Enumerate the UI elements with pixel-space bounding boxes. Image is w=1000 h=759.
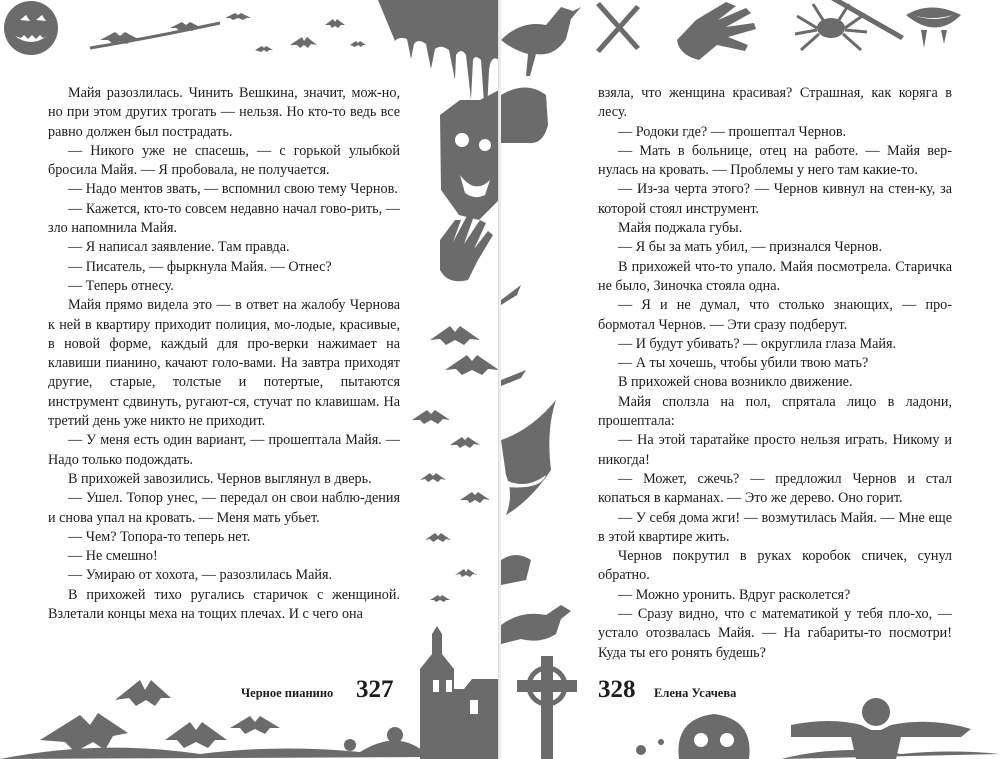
- bat-icon: [100, 13, 366, 52]
- paragraph: — Писатель, — фыркнула Майя. — Отнес?: [68, 258, 332, 275]
- left-page-text: [48, 84, 400, 624]
- paragraph: Майя сползла на пол, спрятала лицо в ладони, прошептала:: [598, 393, 952, 430]
- bat-icon: [412, 326, 499, 602]
- paragraph: В прихожей что-то упало. Майя посмотрела. Старичка не было, Зиночка стояла одна.: [598, 258, 952, 294]
- paragraph: Майя разозлилась. Чинить Вешкина, значит, мож-но, но при этом других трогать — нельзя. Но кто-то ведь все равно должен был пострадать.: [48, 85, 400, 140]
- lips-icon: [906, 8, 961, 49]
- paragraph: — Сразу видно, что с математикой у тебя пло-хо, — устало отозвалась Майя. — На габариты-то посмотри! Куда ты его ронять будешь?: [598, 606, 952, 661]
- paragraph: В прихожей тихо ругались старичок с женщиной. Взлетали концы меха на тощих плечах. И с чего она: [48, 586, 400, 623]
- paragraph: — У себя дома жги! — возмутилась Майя. — Мне еще в этой квартире жить.: [598, 509, 952, 545]
- paragraph: — Умираю от хохота, — разозлилась Майя.: [68, 567, 333, 584]
- skull-icon: [678, 714, 749, 759]
- crow-icon: [501, 7, 581, 76]
- paragraph: — У меня есть один вариант, — прошептала Майя. — Надо только подождать.: [48, 432, 400, 468]
- crow-icon: [501, 605, 571, 644]
- paragraph: — Из-за черта этого? — Чернов кивнул на стен-ку, за которой стоял инструмент.: [598, 181, 952, 217]
- paragraph: — Я и не думал, что столько знающих, — про-бормотал Чернов. — Эти сразу подберут.: [598, 297, 952, 333]
- paragraph-continuation: взяла, что женщина красивая? Страшная, как коряга в лесу.: [598, 85, 952, 121]
- right-page-text: [598, 84, 952, 663]
- hand-icon: [440, 214, 493, 281]
- paragraph: В прихожей снова возникло движение.: [618, 374, 853, 391]
- paragraph: Майя поджала губы.: [618, 220, 743, 237]
- paragraph: — И будут убивать? — округлила глаза Майя.: [618, 335, 897, 352]
- cat-head-icon: [440, 90, 499, 220]
- paragraph: Чернов покрутил в руках коробок спичек, сунул обратно.: [598, 548, 952, 584]
- bat-icon: [501, 285, 526, 386]
- paragraph: — Может, сжечь? — предложил Чернов и стал копаться в карманах. — Это же дерево. Оно горит.: [598, 470, 952, 507]
- page-number: 328: [598, 676, 636, 703]
- page-number: 327: [356, 676, 394, 703]
- pumpkin-icon: [4, 1, 58, 55]
- paragraph: — Можно уронить. Вдруг расколется?: [618, 586, 851, 603]
- paragraph: — Я написал заявление. Там правда.: [68, 239, 290, 256]
- paragraph: — Не смешно!: [68, 548, 158, 565]
- paragraph: — Чем? Топора-то теперь нет.: [68, 528, 251, 545]
- right-page: [501, 0, 1000, 759]
- paragraph: — Родоки где? — прошептал Чернов.: [618, 123, 847, 140]
- hand-icon: [677, 2, 756, 60]
- paragraph: — Я бы за мать убил, — признался Чернов.: [618, 239, 883, 256]
- paragraph: — Теперь отнесу.: [68, 277, 174, 294]
- paragraph: В прихожей завозились. Чернов выглянул в дверь.: [68, 470, 372, 487]
- church-icon: [420, 626, 499, 759]
- scarecrow-icon: [791, 698, 971, 759]
- paragraph: — На этой таратайке просто нельзя играть. Никому и никогда!: [598, 432, 952, 468]
- running-title: Елена Усачева: [654, 686, 737, 700]
- paragraph: — Надо ментов звать, — вспомнил свою тему Чернов.: [68, 181, 398, 198]
- paragraph: Майя прямо видела это — в ответ на жалобу Чернова к ней в квартиру приходит полиция, мо-лодые, красивые, в новой форме, каждый для про-верки нажимает на клавиши пианино, качают голо-вами. На завтра приходят другие, старые, толстые и потертые, пытаются инструмент сдвинуть, ругают-ся, стучат по клавишам. На третий день уже никто не приходит.: [48, 297, 400, 430]
- left-page: [0, 0, 499, 759]
- running-title: Черное пианино: [241, 686, 334, 700]
- paragraph: — Кажется, кто-то совсем недавно начал гово-рить, — зло напомнила Майя.: [48, 200, 400, 237]
- paragraph: — А ты хочешь, чтобы убили твою мать?: [618, 355, 869, 372]
- paragraph: — Ушел. Топор унес, — передал он свои наблю-дения и снова упал на кровать. — Меня мать убьет.: [48, 490, 400, 526]
- paragraph: — Мать в больнице, отец на работе. — Майя вер-нулась на кровать. — Проблемы у него там какие-то.: [598, 142, 952, 179]
- cross-icon: [517, 656, 577, 759]
- paragraph: — Никого уже не спасешь, — с горькой улыбкой бросила Майя. — Я пробовала, не получается.: [48, 142, 400, 179]
